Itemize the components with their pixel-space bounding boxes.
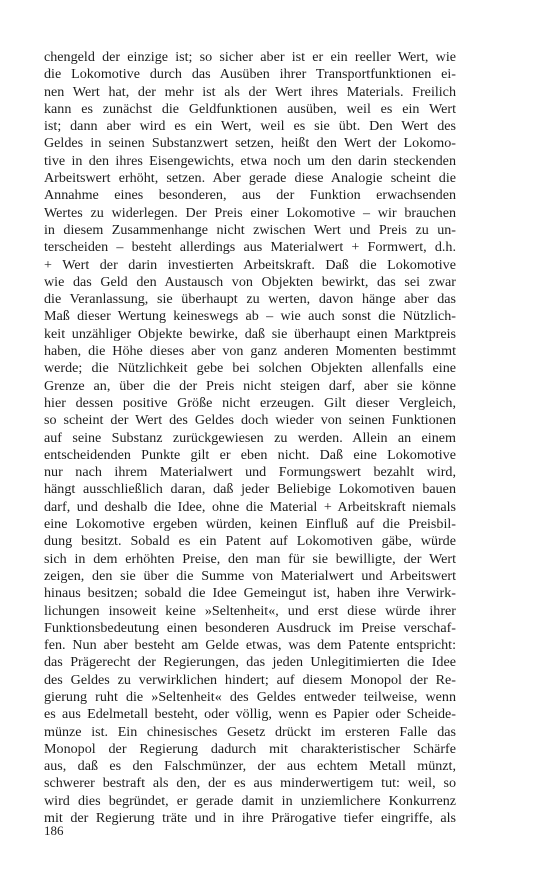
text-line: auf seine Substanz zurückgewiesen zu werden. Allein an einem: [44, 429, 456, 446]
text-line: darf, und deshalb die Idee, ohne die Material + Arbeitskraft niemals: [44, 498, 456, 515]
body-text: [44, 49, 456, 827]
text-line: die Lokomotive durch das Ausüben ihrer Transportfunktionen ei-: [44, 66, 456, 83]
text-line: nen Wert hat, der mehr ist als der Wert ihres Materials. Freilich: [44, 83, 456, 100]
text-line: es aus Edelmetall besteht, oder völlig, wenn es Papier oder Scheide-: [44, 706, 456, 723]
text-line: gierung ruht die »Seltenheit« des Geldes entweder teilweise, wenn: [44, 688, 456, 705]
text-line: wird dies begründet, er gerade damit in unziemlichere Konkurrenz: [44, 792, 456, 809]
text-line: hängt ausschließlich daran, daß jeder Beliebige Lokomotiven bauen: [44, 481, 456, 498]
text-line: nur nach ihrem Materialwert und Formungswert bezahlt wird,: [44, 464, 456, 481]
text-line: Wertes zu widerlegen. Der Preis einer Lokomotive – wir brauchen: [44, 204, 456, 221]
text-line: die Veranlassung, sie überhaupt zu werten, davon hänge aber das: [44, 291, 456, 308]
text-line: schwerer bestraft als den, der es aus minderwertigem tut: weil, so: [44, 775, 456, 792]
text-line: chengeld der einzige ist; so sicher aber ist er ein reeller Wert, wie: [44, 49, 456, 65]
text-line: wie das Geld den Austausch von Objekten bewirkt, das sei zwar: [44, 273, 456, 290]
text-line: terscheiden – besteht allerdings aus Materialwert + Formwert, d.h.: [44, 239, 456, 256]
text-line: Grenze an, über die der Preis nicht steigen darf, aber sie könne: [44, 377, 456, 394]
text-line: Funktionsbedeutung einen besonderen Ausdruck im Preise verschaf-: [44, 619, 456, 636]
text-line: Arbeitswert erhöht, setzen. Aber gerade diese Analogie scheint die: [44, 170, 456, 187]
text-line: keit unzähliger Objekte bewirke, daß sie überhaupt einen Marktpreis: [44, 325, 456, 342]
text-line: des Geldes zu verwirklichen hindert; auf diesem Monopol der Re-: [44, 671, 456, 688]
text-line: das Prägerecht der Regierungen, das jeden Unlegitimierten die Idee: [44, 654, 456, 671]
text-line: tive in den ihres Eisengewichts, etwa noch um den darin steckenden: [44, 152, 456, 169]
text-line: entscheidenden Punkte gilt er eben nicht. Daß eine Lokomotive: [44, 446, 456, 463]
text-line: münze ist. Ein chinesisches Gesetz drückt im ersteren Falle das: [44, 723, 456, 740]
text-line: eine Lokomotive ergeben würden, keinen Einfluß auf die Preisbil-: [44, 516, 456, 533]
text-line: so scheint der Wert des Geldes doch wieder von seinen Funktionen: [44, 412, 456, 429]
text-line: Geldes in seinen Substanzwert setzen, heißt den Wert der Lokomo-: [44, 135, 456, 152]
text-line: werde; die Nützlichkeit gebe bei solchen Objekten allenfalls eine: [44, 360, 456, 377]
text-line: Maß dieser Wertung keineswegs ab – wie auch sonst die Nützlich-: [44, 308, 456, 325]
text-line: hier dessen positive Größe nicht erzeugen. Gilt dieser Vergleich,: [44, 394, 456, 411]
text-line: Annahme eines besonderen, aus der Funktion erwachsenden: [44, 187, 456, 204]
text-line: lichungen insoweit keine »Seltenheit«, und erst diese würde ihrer: [44, 602, 456, 619]
text-line: dung besitzt. Sobald es ein Patent auf Lokomotiven gäbe, würde: [44, 533, 456, 550]
text-line: aus, daß es den Falschmünzer, der aus echtem Metall münzt,: [44, 758, 456, 775]
page-number: 186: [44, 823, 64, 838]
text-line: mit der Regierung träte und in ihre Prärogative tiefer eingriffe, als: [44, 810, 456, 827]
text-line: Monopol der Regierung dadurch mit charakteristischer Schärfe: [44, 740, 456, 757]
text-line: kann es zunächst die Geldfunktionen ausüben, weil es ein Wert: [44, 100, 456, 117]
text-line: ist; dann aber wird es ein Wert, weil es sie übt. Den Wert des: [44, 118, 456, 135]
text-line: zeigen, den sie über die Summe von Materialwert und Arbeitswert: [44, 567, 456, 584]
text-line: in diesem Zusammenhange nicht zwischen Wert und Preis zu un-: [44, 221, 456, 238]
text-line: + Wert der darin investierten Arbeitskraft. Daß die Lokomotive: [44, 256, 456, 273]
text-line: hinaus besitzen; sobald die Idee Gemeingut ist, haben ihre Verwirk-: [44, 585, 456, 602]
text-line: sich in dem erhöhten Preise, den man für sie bewilligte, der Wert: [44, 550, 456, 567]
text-line: haben, die Höhe dieses aber von ganz anderen Momenten bestimmt: [44, 343, 456, 360]
text-line: fen. Nun aber besteht am Gelde etwas, was dem Patente entspricht:: [44, 637, 456, 654]
